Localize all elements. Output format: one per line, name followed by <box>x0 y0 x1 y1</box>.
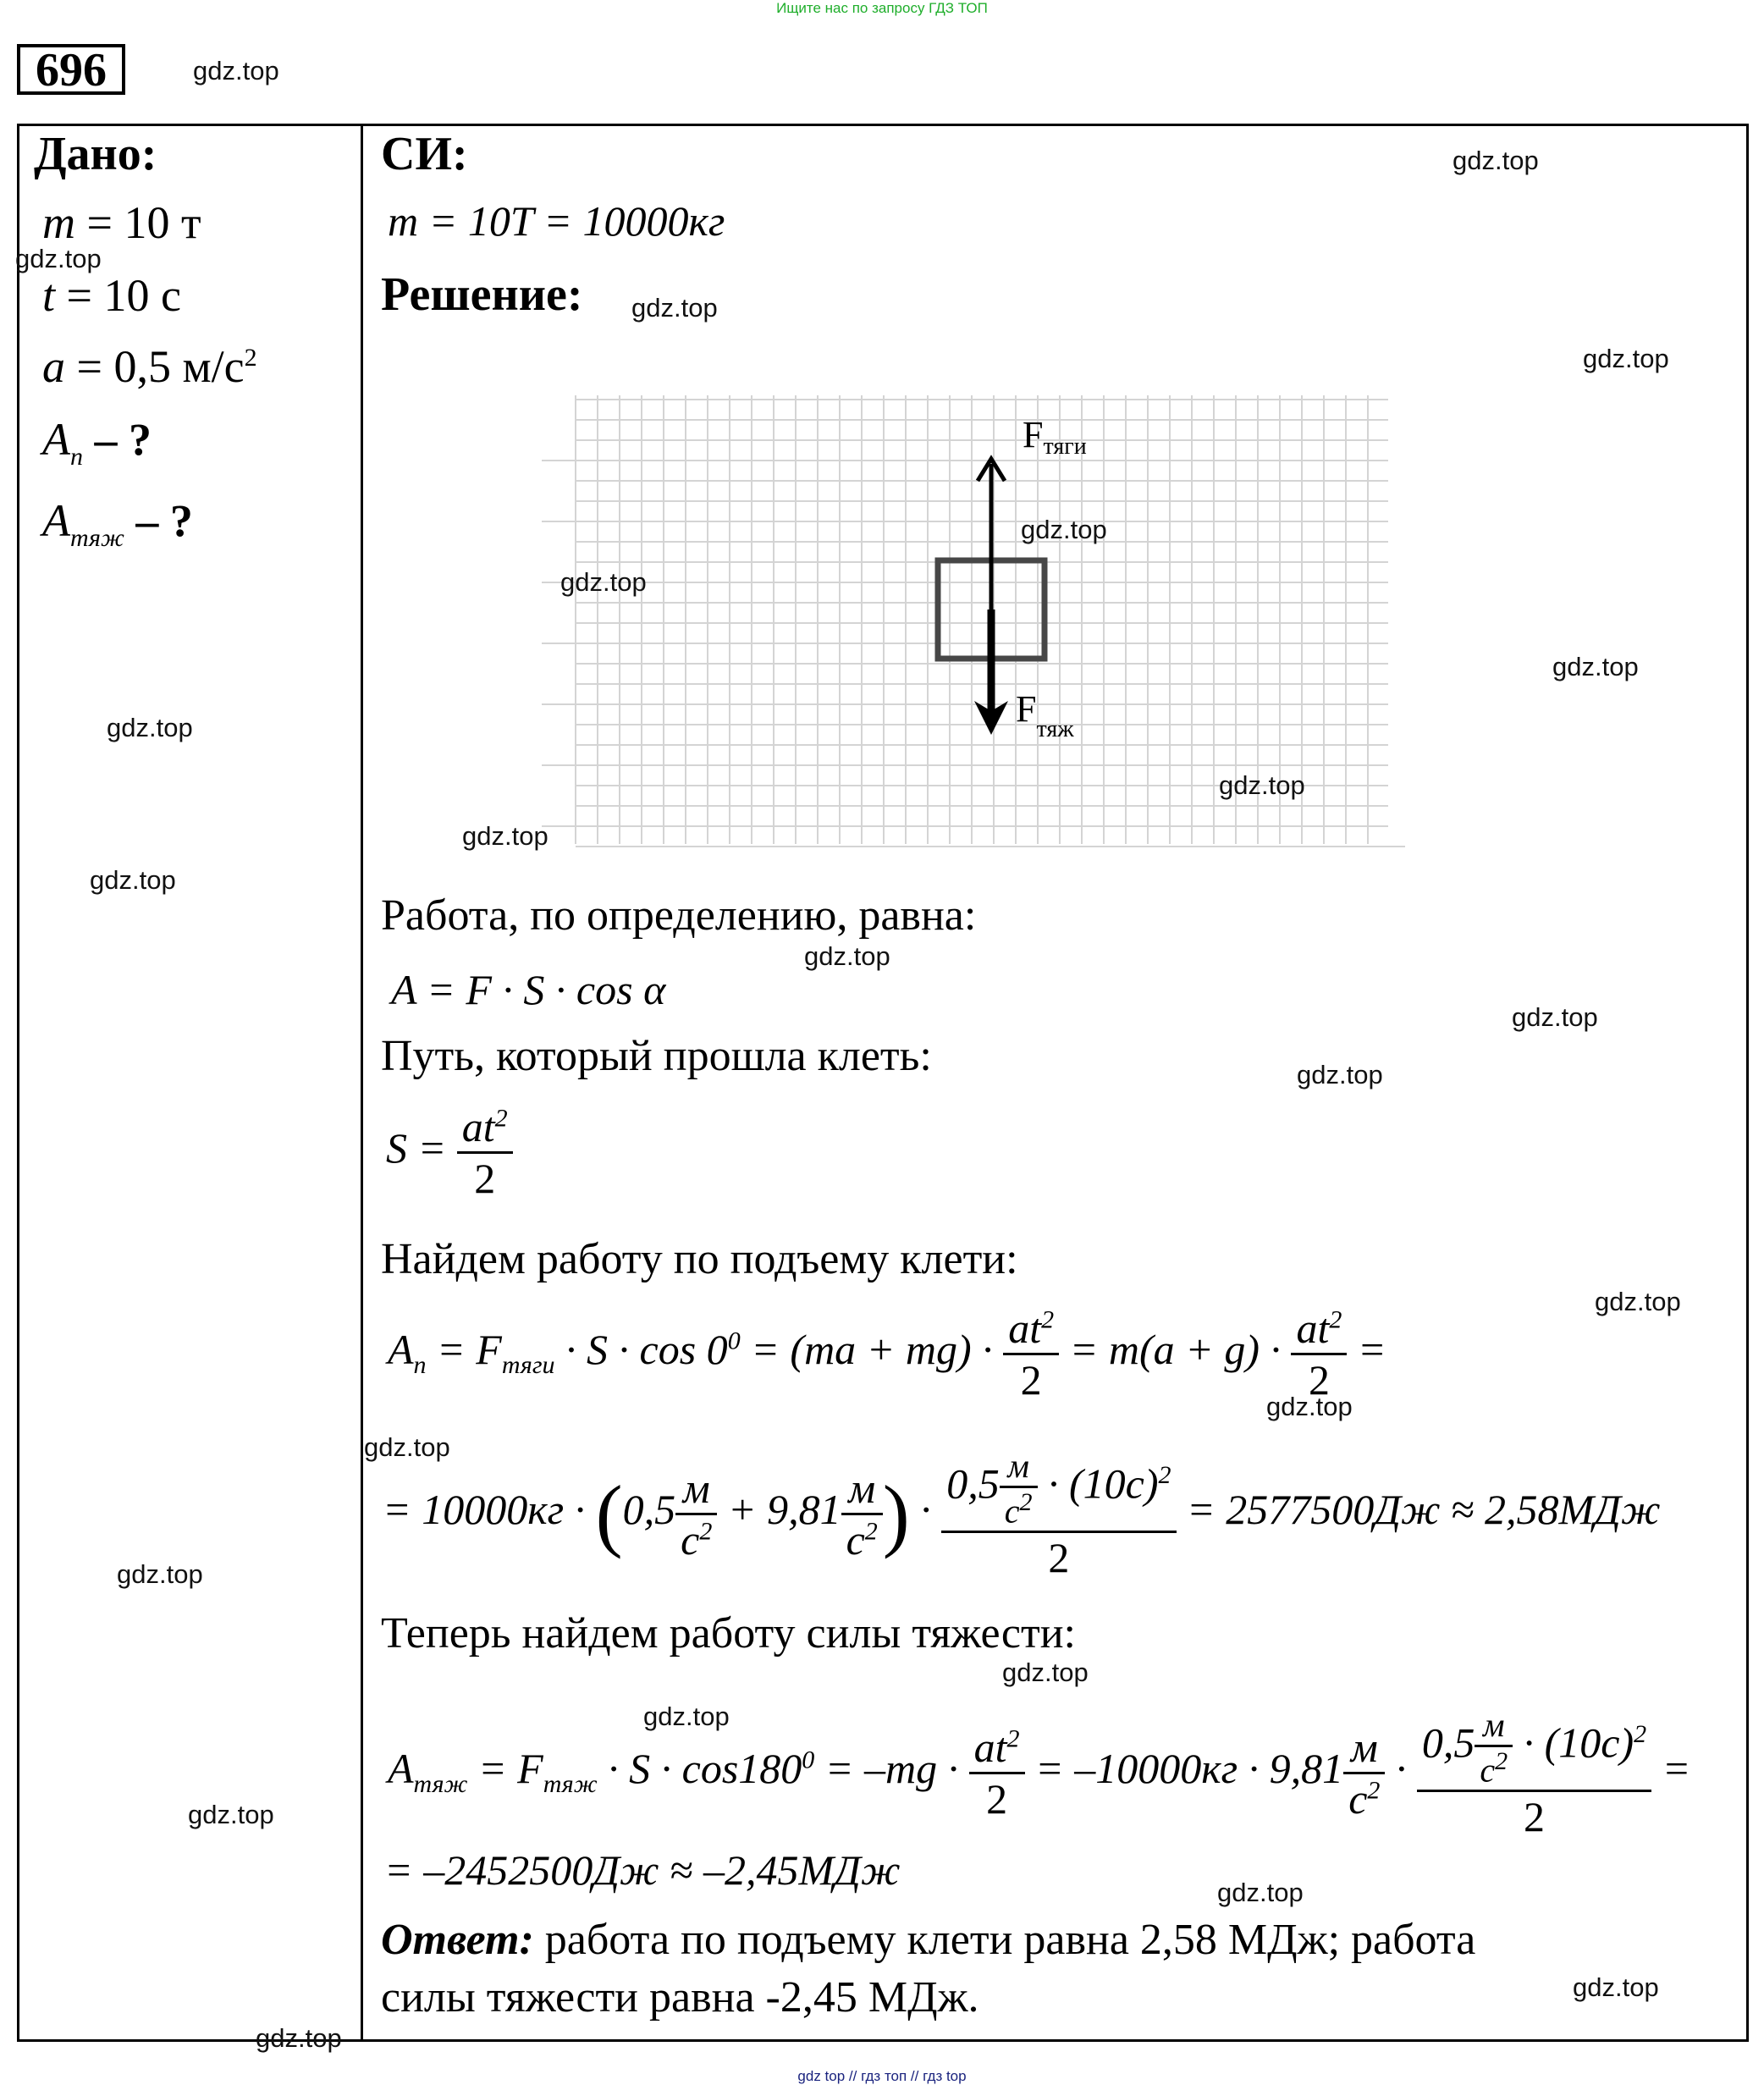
lifting-work-text: Найдем работу по подъему клети: <box>381 1235 1018 1283</box>
watermark: gdz.top <box>804 941 890 971</box>
top-note: Ищите нас по запросу ГДЗ ТОП <box>776 0 988 16</box>
given-m: m = 10 т <box>42 197 201 248</box>
watermark: gdz.top <box>1552 652 1639 681</box>
watermark: gdz.top <box>107 713 193 742</box>
watermark: gdz.top <box>1219 770 1305 800</box>
watermark: gdz.top <box>1021 515 1107 544</box>
watermark: gdz.top <box>1217 1878 1304 1907</box>
watermark: gdz.top <box>462 821 548 851</box>
column-divider <box>361 124 363 2042</box>
given-atyazh: $A_{тяж}$ – ? <box>42 495 193 552</box>
watermark: gdz.top <box>643 1702 730 1731</box>
problem-number: 696 <box>17 44 125 95</box>
gravity-work-result: = –2452500Дж ≈ –2,45МДж <box>384 1846 901 1894</box>
given-title: Дано: <box>34 128 157 180</box>
watermark: gdz.top <box>256 2023 342 2053</box>
gravity-work-text: Теперь найдем работу силы тяжести: <box>381 1609 1077 1658</box>
answer-line-2: силы тяжести равна -2,45 МДж. <box>381 1973 979 2022</box>
watermark: gdz.top <box>117 1559 203 1589</box>
watermark: gdz.top <box>560 567 647 597</box>
given-an: $A_n$ – ? <box>42 414 152 471</box>
watermark: gdz.top <box>1512 1002 1598 1032</box>
gravity-work-formula: $A_{тяж} = F_{тяж} \cdot S \cdot \cos 180^0 = -mg$ · $\frac{at^2}{2}$ = –10000кг · 9,81 $\frac{м}{c^2}$ · 0,5 $\frac{м}{c^2}$ · $(10c)^2$ 2 = <box>388 1706 1691 1841</box>
solution-title: Решение: <box>381 268 583 321</box>
path-text: Путь, который прошла клеть: <box>381 1032 932 1080</box>
watermark: gdz.top <box>1573 1972 1659 2002</box>
si-title: СИ: <box>381 128 468 180</box>
watermark: gdz.top <box>1453 146 1539 175</box>
lifting-work-formula: $A_n = F_{тяги} \cdot S \cdot \cos 0^0 = (ma + mg)$ · $\frac{at^2}{2}$ = m(a + g) · $\frac{at^2}{2}$ = <box>388 1305 1386 1404</box>
watermark: gdz.top <box>15 244 102 273</box>
work-formula: A = F · S · cos α <box>391 966 666 1013</box>
watermark: gdz.top <box>1583 344 1669 373</box>
path-formula: S = $\frac{at^2}{2}$ <box>386 1102 513 1203</box>
given-a: a = 0,5 $м/с^2$ <box>42 341 257 392</box>
watermark: gdz.top <box>90 865 176 895</box>
answer-line-1: Ответ: работа по подъему клети равна 2,58 МДж; работа <box>381 1916 1476 1964</box>
watermark: gdz.top <box>1266 1392 1353 1421</box>
watermark: gdz.top <box>193 56 279 85</box>
watermark: gdz.top <box>188 1800 274 1829</box>
footer-watermark: gdz top // гдз топ // гдз top <box>797 2068 967 2084</box>
gravity-force-label: $F_{тяж}$ <box>1016 688 1074 742</box>
lifting-work-calculation: = 10000кг · (0,5 $\frac{м}{c^2}$ + 9,81 $\frac{м}{c^2}$ ) · 0,5 $\frac{м}{c^2}$ · $(10c)^2$ 2 = 2577500Дж ≈ 2,58МДж <box>383 1447 1661 1582</box>
watermark: gdz.top <box>1002 1658 1089 1687</box>
watermark: gdz.top <box>1297 1060 1383 1089</box>
si-line: m = 10T = 10000кг <box>388 197 725 245</box>
watermark: gdz.top <box>364 1432 450 1462</box>
work-definition-text: Работа, по определению, равна: <box>381 891 977 940</box>
watermark: gdz.top <box>631 293 718 323</box>
watermark: gdz.top <box>1595 1287 1681 1316</box>
traction-force-label: Fтяги <box>1023 414 1087 460</box>
given-t: t = 10 с <box>42 270 181 321</box>
